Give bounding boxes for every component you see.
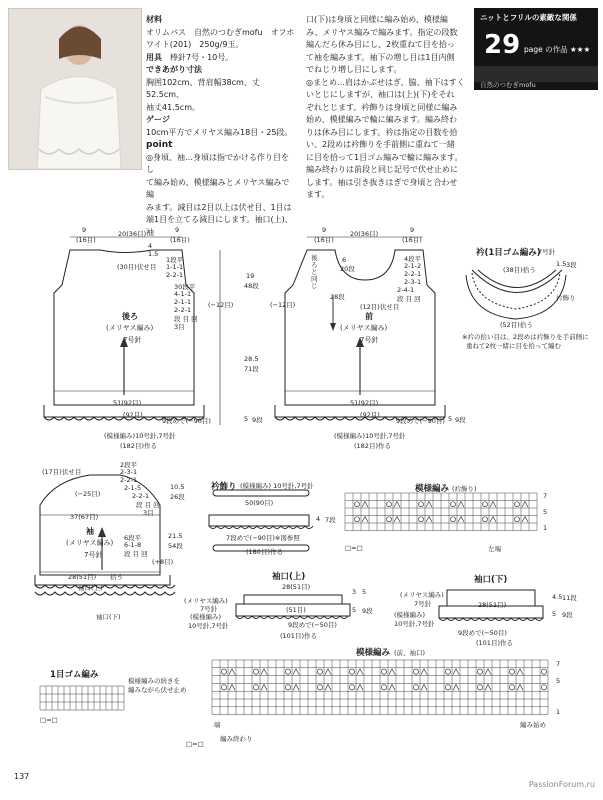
instructions-block	[306, 14, 466, 202]
point-line2: て編み始め、模様編みとメリヤス編みで編	[146, 177, 290, 199]
instr-line: い、2段めは衿飾りを手前側に重ねて一緒	[306, 140, 455, 149]
instr-line: に目を拾って1目ゴム編みで輪に編みます。	[306, 152, 463, 162]
front-pattern: (模様編み)10号針,7号針	[334, 432, 406, 440]
sleeve-stitch: (メリヤス編み)	[66, 539, 114, 547]
instr-line: 口(下)は身頃と同様に編み始め、模様編	[306, 15, 448, 24]
back-dec2: 1-1-1	[166, 263, 184, 271]
point-line3: みます。減目は2目以上は伏せ目、1目は	[146, 202, 292, 212]
frill-cast: (180目)作る	[246, 548, 283, 556]
banner-title: ニットとフリルの素敵な関係	[480, 13, 577, 22]
project-banner	[474, 8, 598, 90]
chart-b-edge: 端	[214, 721, 221, 729]
front-neck6: 段 目 回	[397, 295, 421, 303]
instr-line: ◎まとめ…肩はかぶせはぎ、脇、袖下はすく	[306, 77, 465, 87]
instr-line: いとじにしますが、袖口は(上)(下)をそれ	[306, 90, 455, 99]
frill-sub: (模様編み) 10号針,7号針	[240, 482, 314, 490]
frill-title: 衿飾り	[211, 482, 237, 492]
chart-a-r1: 1	[543, 524, 548, 532]
frill-h7: 7段	[325, 516, 336, 524]
front-w92: (92目)	[360, 411, 380, 419]
tools-text: 棒針7号・10号。	[170, 52, 234, 62]
back-neck-15: 1.5	[148, 250, 159, 258]
rib-legend: □=□	[40, 716, 58, 724]
cuff-bottom-pattern: (模様編み)	[394, 611, 426, 619]
gauge-text: 10cm平方でメリヤス編み18目・25段。	[146, 127, 293, 137]
materials-line1: オリムパス 自然のつむぎmofu オフホ	[146, 27, 295, 37]
chart-b-r1: 1	[556, 708, 561, 716]
collar-frill: 衿飾り	[556, 294, 576, 302]
rib-note1: 模様編みの続きを	[128, 677, 180, 685]
front-dim-16b: (16目)	[402, 236, 422, 244]
instr-line: でねじり増し目にします。	[306, 65, 402, 74]
back-needle: 7号針	[123, 336, 142, 344]
back-dec1: 1段平	[166, 256, 184, 264]
size-heading: できあがり寸法	[146, 65, 202, 74]
back-pattern: (模様編み)10号針,7号針	[104, 432, 176, 440]
size-line1: 胸囲102cm、背肩幅38cm、丈52.5cm、	[146, 77, 260, 99]
sleeve-inc3: 段 目 回	[124, 550, 148, 558]
back-diagram	[30, 225, 260, 450]
point-heading: point	[146, 140, 173, 150]
back-arm3: 2-1-1	[174, 298, 192, 306]
sleeve-inc2: 6-1-8	[124, 541, 142, 549]
banner-number: 29	[484, 30, 521, 60]
cuff-top-h5: 5	[362, 588, 367, 596]
back-h9d: 9段	[252, 416, 263, 424]
front-h6: 6	[342, 256, 347, 264]
front-dim-20: 20(36目)	[350, 230, 379, 238]
front-cast: (182目)作る	[354, 442, 391, 450]
site-watermark: PassionForum.ru	[528, 780, 595, 789]
chart-a-legend: □=□	[345, 544, 363, 552]
model-photo	[8, 8, 142, 170]
frill-w50: 50(90目)	[245, 499, 274, 507]
front-neck5: 2-4-1	[397, 286, 415, 294]
sleeve-dec3: 2-2-1	[120, 476, 138, 484]
sleeve-dec4: 2-1-5	[124, 484, 142, 492]
instr-line: て袖を編みます。袖下の増し目は1目内側	[306, 52, 455, 62]
cuff-top-stitch: (メリヤス編み)	[184, 597, 228, 605]
sleeve-inc1: 6段平	[124, 534, 142, 542]
back-h5: 5	[244, 415, 249, 423]
back-bindoff: (30目)伏せ目	[117, 263, 157, 271]
chart-b-r7: 7	[556, 660, 561, 668]
front-w51: 51(92目)	[350, 399, 379, 407]
back-title: 後ろ	[122, 312, 138, 321]
cuff-top-w51: (51目)	[286, 606, 306, 614]
collar-note2: 重ねて2枚一緒に目を拾って編む	[466, 342, 561, 350]
sleeve-dec7: 3目	[143, 509, 154, 517]
collar-needle: 7号針	[538, 248, 556, 256]
chart-b-grid	[212, 660, 552, 716]
cuff-bottom-title: 袖口(下)	[474, 575, 508, 585]
cuff-top-needle1: 7号針	[200, 605, 218, 613]
cuff-top-cast: (101目)作る	[280, 632, 317, 640]
front-minus12: (−12目)	[270, 301, 296, 309]
back-minus12: (−12目)	[208, 301, 234, 309]
instr-line: します。袖は引き抜きはぎで身頃と合わせ	[306, 177, 458, 187]
point-line4: 端1目を立てる減目にします。袖口(上)、袖	[146, 215, 293, 237]
sleeve-minus25: (−25目)	[75, 490, 101, 498]
chart-a-end: 左端	[488, 545, 501, 553]
front-neck3: 2-2-1	[404, 270, 422, 278]
instr-line: み、メリヤス編みで編みます。指定の段数	[306, 27, 458, 37]
front-neck1: 4段平	[404, 255, 422, 263]
sleeve-h215: 21.5	[168, 532, 183, 540]
cuff-bottom-w28: 28(51目)	[478, 601, 507, 609]
cuff-bottom-needle1: 7号針	[414, 600, 432, 608]
instr-line: ます。	[306, 190, 330, 199]
front-dim-16a: (16目)	[314, 236, 334, 244]
rib-title: 1目ゴム編み	[50, 670, 99, 680]
back-cast: (182目)作る	[120, 442, 157, 450]
back-dim-16a: (16目)	[76, 236, 96, 244]
instr-line: りは休み目にします。衿は指定の目数を拾	[306, 127, 458, 137]
page-number: 137	[14, 772, 30, 781]
chart-a-sub: (衿飾り)	[452, 485, 477, 493]
sleeve-w28: 28(51目)	[68, 573, 97, 581]
back-dec3: 2-2-1	[166, 271, 184, 279]
front-dim-9b: 9	[410, 226, 415, 234]
materials-block	[146, 14, 296, 239]
cuff-bottom-h11: 11段	[562, 594, 577, 602]
sleeve-h105: 10.5	[170, 483, 185, 491]
chart-b-r5: 5	[556, 677, 561, 685]
back-dim-9a: 9	[82, 226, 87, 234]
back-arm2: 4-1-1	[174, 290, 192, 298]
sleeve-h54: 54段	[168, 542, 183, 550]
back-stitch: (メリヤス編み)	[106, 324, 154, 332]
sleeve-cuff-top: 袖口(上)	[78, 584, 103, 592]
front-needle: 7号針	[360, 336, 379, 344]
chart-b-title: 模様編み	[356, 648, 391, 658]
banner-yarn: 自然のつむぎmofu	[480, 81, 536, 89]
collar-total: (52目)拾う	[500, 321, 533, 329]
front-h20: 20段	[340, 265, 355, 273]
cuff-bottom-h45: 4.5	[552, 593, 563, 601]
front-h28: 28段	[330, 293, 345, 301]
back-inc: 9段めで(−90目)	[162, 417, 211, 425]
sleeve-dec6: 段 目 回	[136, 501, 160, 509]
sleeve-needle: 7号針	[84, 551, 103, 559]
collar-title: 衿(1目ゴム編み)	[476, 248, 541, 258]
front-dim-9a: 9	[322, 226, 327, 234]
back-w51: 51(92目)	[113, 399, 142, 407]
cuff-bottom-h9: 9段	[562, 611, 573, 619]
sleeve-dec2: 2-3-1	[120, 468, 138, 476]
cuff-top-inc: 9段めで(−50目)	[288, 621, 337, 629]
back-neck-4: 4	[148, 242, 153, 250]
chart-b-sub: (前、袖口)	[394, 649, 426, 657]
photo-illustration	[9, 9, 141, 169]
instr-line: ぞれとじます。衿飾りは身頃と同様に編み	[306, 102, 458, 112]
chart-a-r7: 7	[543, 492, 548, 500]
back-dim-9b: 9	[175, 226, 180, 234]
front-title: 前	[365, 312, 373, 321]
point-line1: ◎身頃、袖…身頃は指でかける作り目をし	[146, 152, 289, 174]
materials-heading: 材料	[146, 15, 162, 24]
instr-line: 編み終わりは前段と同じ記号で伏せ止めに	[306, 165, 458, 174]
cuff-top-h3: 3	[352, 588, 357, 596]
front-neck2: 2-1-2	[404, 262, 422, 270]
sleeve-pickup: 拾う	[110, 573, 123, 581]
size-line2: 袖丈41.5cm。	[146, 102, 201, 112]
chart-b-start: 編み始め	[520, 721, 546, 729]
cuff-bottom-inc: 9段めで(−50目)	[458, 629, 507, 637]
back-dim-20: 20(36目)	[118, 230, 147, 238]
collar-h15: 1.5	[556, 260, 567, 268]
back-w92: (92目)	[123, 411, 143, 419]
front-h9d: 9段	[455, 416, 466, 424]
back-arm5: 段 目 回	[174, 315, 198, 323]
frill-inc: 7段めで(−90目)※図参照	[226, 534, 300, 542]
front-h5: 5	[448, 415, 453, 423]
back-h48: 48段	[244, 282, 259, 290]
sleeve-title: 袖	[86, 527, 94, 536]
frill-h4: 4	[316, 515, 321, 523]
sleeve-w37: 37(67目)	[70, 513, 99, 521]
front-bindoff: (12目)伏せ目	[360, 303, 400, 311]
front-inc: 9段めで(−90目)	[396, 417, 445, 425]
rib-note2: 編みながら伏せ止め	[128, 686, 187, 694]
back-arm4: 2-2-1	[174, 306, 192, 314]
sleeve-dec1: 2段平	[120, 461, 138, 469]
cuff-bottom-h5: 5	[552, 610, 557, 618]
cuff-top-pattern: (模様編み)	[190, 613, 222, 621]
sleeve-dec5: 2-2-1	[132, 492, 150, 500]
cuff-top-h9: 9段	[362, 607, 373, 615]
cuff-top-h5b: 5	[352, 606, 357, 614]
back-arm1: 30段平	[174, 283, 196, 291]
back-h19: 19	[246, 272, 255, 280]
sleeve-cuff-bottom: 袖口(下)	[96, 613, 121, 621]
chart-a-r5: 5	[543, 508, 548, 516]
chart-b-legend: □=□	[186, 740, 204, 748]
collar-h3: 3段	[566, 261, 577, 269]
sleeve-plus8: (+8目)	[152, 558, 174, 566]
cuff-bottom-stitch: (メリヤス編み)	[400, 591, 444, 599]
back-h71: 71段	[244, 365, 259, 373]
front-back-note: 後ろと同じ	[311, 254, 318, 290]
cuff-bottom-needle2: 10号針,7号針	[394, 620, 435, 628]
cuff-top-title: 袖口(上)	[272, 572, 306, 582]
tools-label: 用具	[146, 52, 162, 62]
back-dim-16b: (16目)	[170, 236, 190, 244]
front-stitch: (メリヤス編み)	[340, 324, 388, 332]
instr-line: 編んだら休み目にし、2枚重ねて目を拾っ	[306, 40, 455, 49]
rib-chart-grid	[40, 686, 130, 716]
instr-line: 始め、模様編みで輪に編みます。編み終わ	[306, 115, 458, 124]
front-neck4: 2-3-1	[404, 278, 422, 286]
cuff-bottom-cast: (101目)作る	[476, 639, 513, 647]
back-h285: 28.5	[244, 355, 259, 363]
gauge-heading: ゲージ	[146, 115, 170, 124]
chart-a-grid	[345, 493, 540, 533]
cuff-top-needle2: 10号針,7号針	[188, 622, 229, 630]
collar-count: (38目)拾う	[503, 266, 536, 274]
back-arm6: 3目	[174, 323, 185, 331]
materials-line2: ワイト(201) 250g/9玉。	[146, 40, 244, 49]
chart-b-end: 編み終わり	[220, 735, 253, 743]
sleeve-h26: 26段	[170, 493, 185, 501]
banner-page: page の作品 ★★★	[524, 45, 591, 54]
collar-note1: ※衿の拾い目は、2段めは衿飾りを手前側に	[462, 333, 589, 341]
sleeve-top: (17目)伏せ目	[42, 468, 82, 476]
chart-a-title: 模様編み	[415, 484, 450, 494]
cuff-top-w28: 28(51目)	[282, 583, 311, 591]
